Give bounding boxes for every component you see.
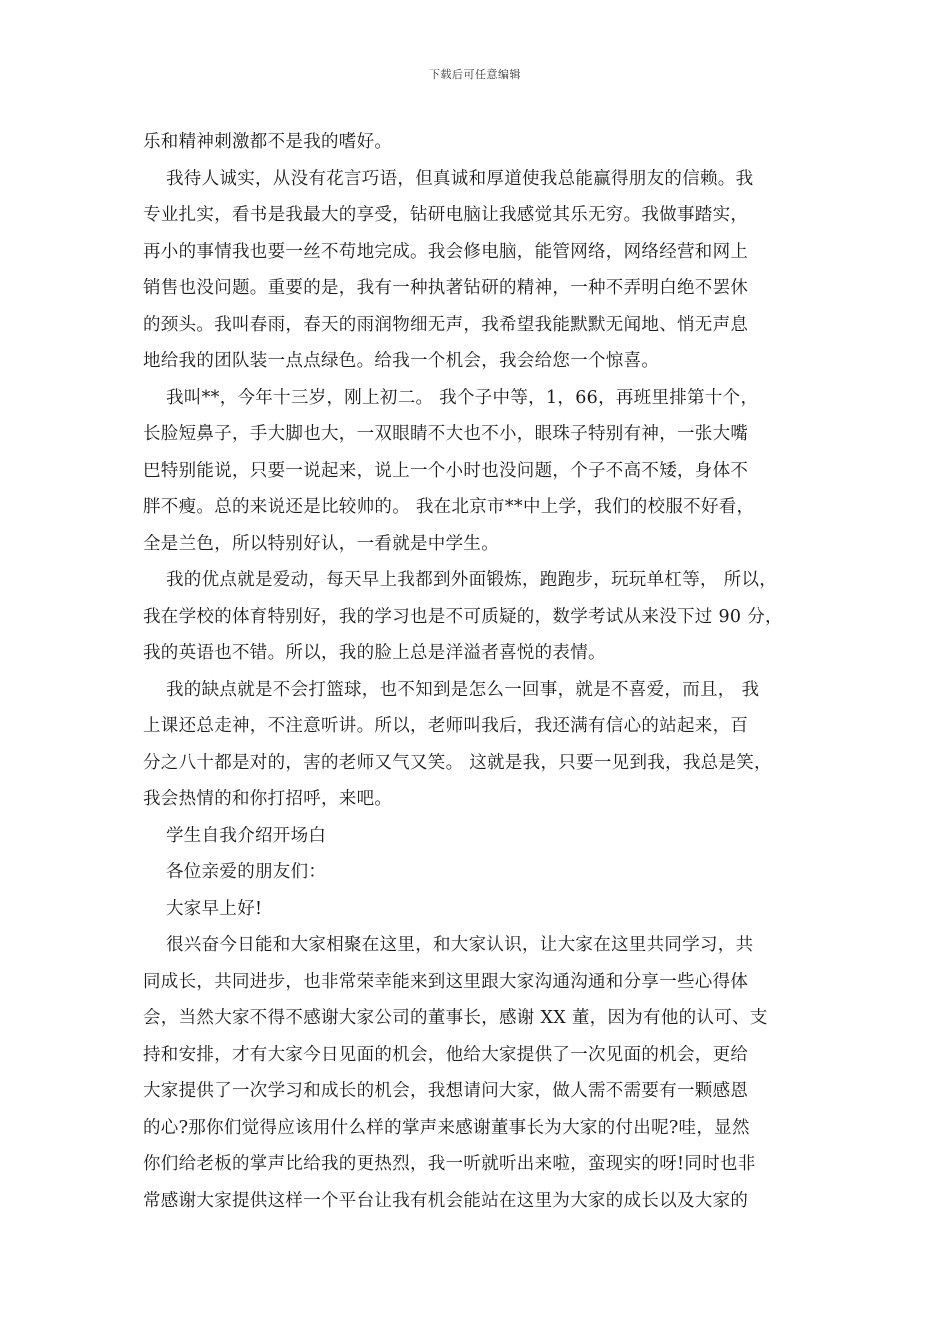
text-line: 巴特别能说，只要一说起来，说上一个小时也没问题，个子不高不矮，身体不 bbox=[143, 460, 749, 481]
text-line: 持和安排，才有大家今日见面的机会，他给大家提供了一次见面的机会，更给 bbox=[143, 1044, 749, 1065]
text-line: 你们给老板的掌声比给我的更热烈，我一听就听出来啦，蛮现实的呀!同时也非 bbox=[143, 1154, 756, 1174]
text-line: 地给我的团队装一点点绿色。给我一个机会，我会给您一个惊喜。 bbox=[143, 351, 660, 371]
text-line: 销售也没问题。重要的是，我有一种执著钻研的精神，一种不弄明白绝不罢休 bbox=[143, 278, 749, 298]
text-line: 各位亲爱的朋友们： bbox=[166, 862, 327, 882]
text-line: 胖不瘦。总的来说还是比较帅的。 我在北京市**中上学，我们的校服不好看， bbox=[143, 497, 755, 517]
text-line: 专业扎实，看书是我最大的享受，钻研电脑让我感觉其乐无穷。我做事踏实， bbox=[143, 205, 749, 225]
text-line: 会，当然大家不得不感谢大家公司的董事长，感谢 XX 董，因为有他的认可、支 bbox=[143, 1008, 768, 1028]
text-line: 的颈头。我叫春雨，春天的雨润物细无声，我希望我能默默无闻地、悄无声息 bbox=[143, 314, 749, 335]
page-header: 下载后可任意编辑 bbox=[429, 68, 521, 81]
text-line: 常感谢大家提供这样一个平台让我有机会能站在这里为大家的成长以及大家的 bbox=[143, 1190, 749, 1211]
text-line: 学生自我介绍开场白 bbox=[166, 825, 327, 846]
text-line: 分之八十都是对的，害的老师又气又笑。 这就是我，只要一见到我，我总是笑， bbox=[143, 752, 772, 773]
text-line: 我的优点就是爱动，每天早上我都到外面锻炼，跑跑步，玩玩单杠等， 所以， bbox=[166, 570, 778, 590]
text-line: 很兴奋今日能和大家相聚在这里，和大家认识，让大家在这里共同学习，共 bbox=[166, 935, 754, 955]
text-line: 大家提供了一次学习和成长的机会，我想请问大家，做人需不需要有一颗感恩 bbox=[143, 1081, 749, 1101]
document-body bbox=[143, 124, 813, 1219]
text-line: 我会热情的和你打招呼，来吧。 bbox=[143, 789, 393, 809]
text-line: 长脸短鼻子，手大脚也大，一双眼睛不大也不小，眼珠子特别有神，一张大嘴 bbox=[143, 424, 749, 444]
text-line: 再小的事情我也要一丝不苟地完成。我会修电脑，能管网络，网络经营和网上 bbox=[143, 241, 749, 262]
text-line: 全是兰色，所以特别好认，一看就是中学生。 bbox=[143, 533, 499, 554]
text-line: 乐和精神刺激都不是我的嗜好。 bbox=[143, 132, 393, 152]
text-line: 我叫**，今年十三岁，刚上初二。 我个子中等，1，66，再班里排第十个， bbox=[166, 387, 759, 408]
text-line: 我在学校的体育特别好，我的学习也是不可质疑的，数学考试从来没下过 90 分， bbox=[143, 606, 783, 627]
text-line: 的心?那你们觉得应该用什么样的掌声来感谢董事长为大家的付出呢?哇，显然 bbox=[143, 1117, 750, 1138]
text-line: 我待人诚实，从没有花言巧语，但真诚和厚道使我总能赢得朋友的信赖。我 bbox=[166, 168, 754, 189]
text-line: 大家早上好! bbox=[166, 898, 263, 919]
text-line: 上课还总走神，不注意听讲。所以，老师叫我后，我还满有信心的站起来，百 bbox=[143, 716, 749, 736]
text-line: 我的英语也不错。所以，我的脸上总是洋溢者喜悦的表情。 bbox=[143, 643, 606, 663]
text-line: 我的缺点就是不会打篮球，也不知到是怎么一回事，就是不喜爱，而且， 我 bbox=[166, 679, 760, 700]
text-line: 同成长，共同进步，也非常荣幸能来到这里跟大家沟通沟通和分享一些心得体 bbox=[143, 971, 749, 992]
